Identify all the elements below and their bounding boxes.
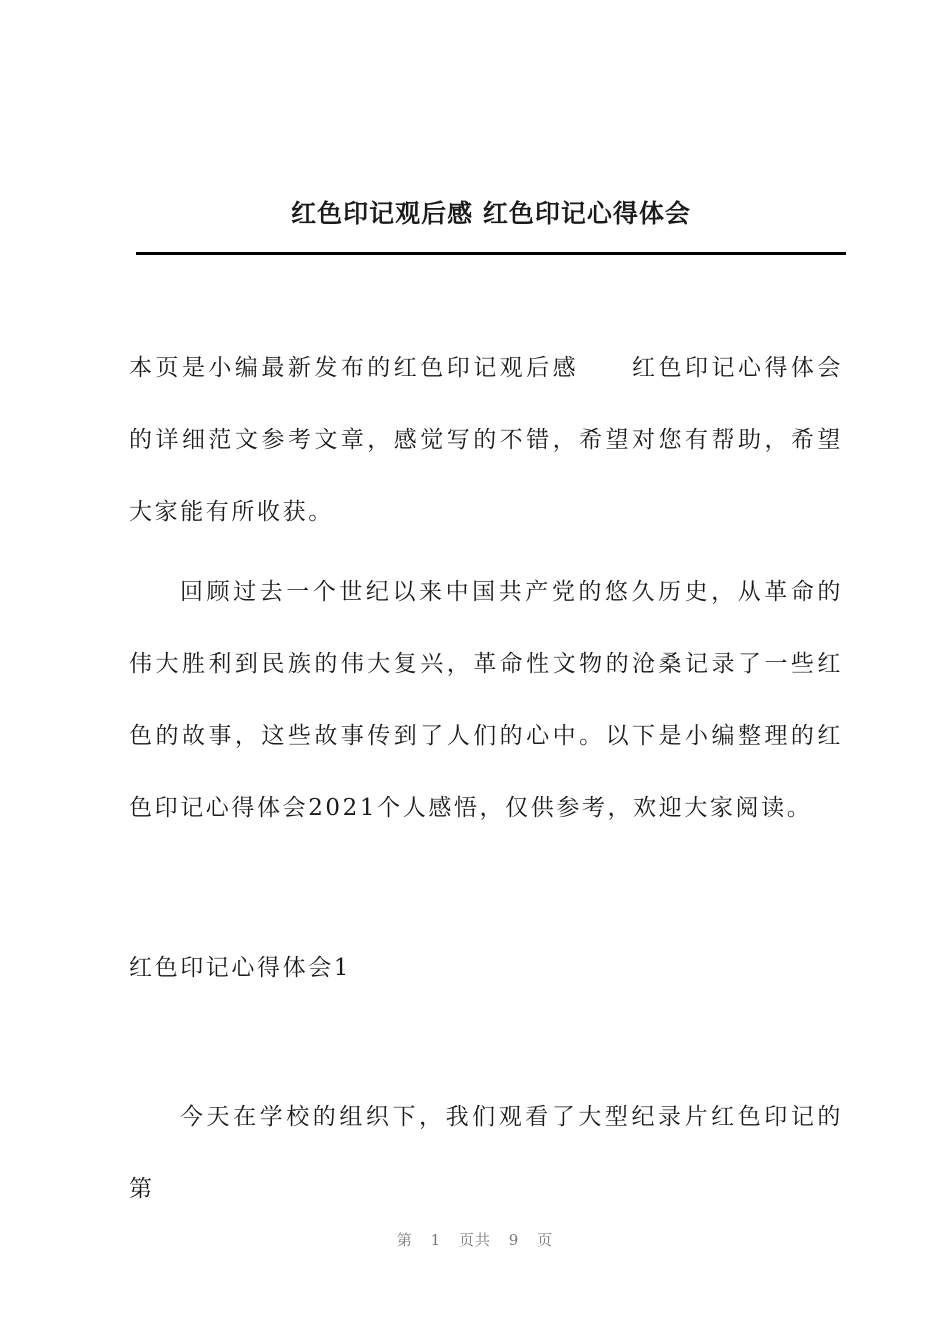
intro-paragraph: 本页是小编最新发布的红色印记观后感 红色印记心得体会的详细范文参考文章，感觉写的不错，希望对您有帮助，希望大家能有所收获。: [129, 355, 843, 525]
footer-suffix: 页: [537, 1231, 554, 1249]
section-paragraph: 今天在学校的组织下，我们观看了大型纪录片红色印记的第: [129, 1104, 843, 1202]
section-heading: 红色印记心得体会1: [129, 955, 352, 981]
footer-middle: 页共: [458, 1231, 491, 1249]
body-paragraph: 回顾过去一个世纪以来中国共产党的悠久历史，从革命的伟大胜利到民族的伟大复兴，革命性文物的沧桑记录了一些红色的故事，这些故事传到了人们的心中。以下是小编整理的红色印记心得体会2021个人感悟，仅供参考，欢迎大家阅读。: [129, 579, 843, 821]
footer-prefix: 第: [396, 1231, 413, 1249]
page-footer: [0, 1228, 950, 1252]
footer-page-number: 1: [430, 1231, 442, 1249]
title-underline: [136, 252, 846, 255]
document-title: 红色印记观后感 红色印记心得体会: [291, 199, 691, 228]
footer-total-pages: 9: [508, 1231, 520, 1249]
